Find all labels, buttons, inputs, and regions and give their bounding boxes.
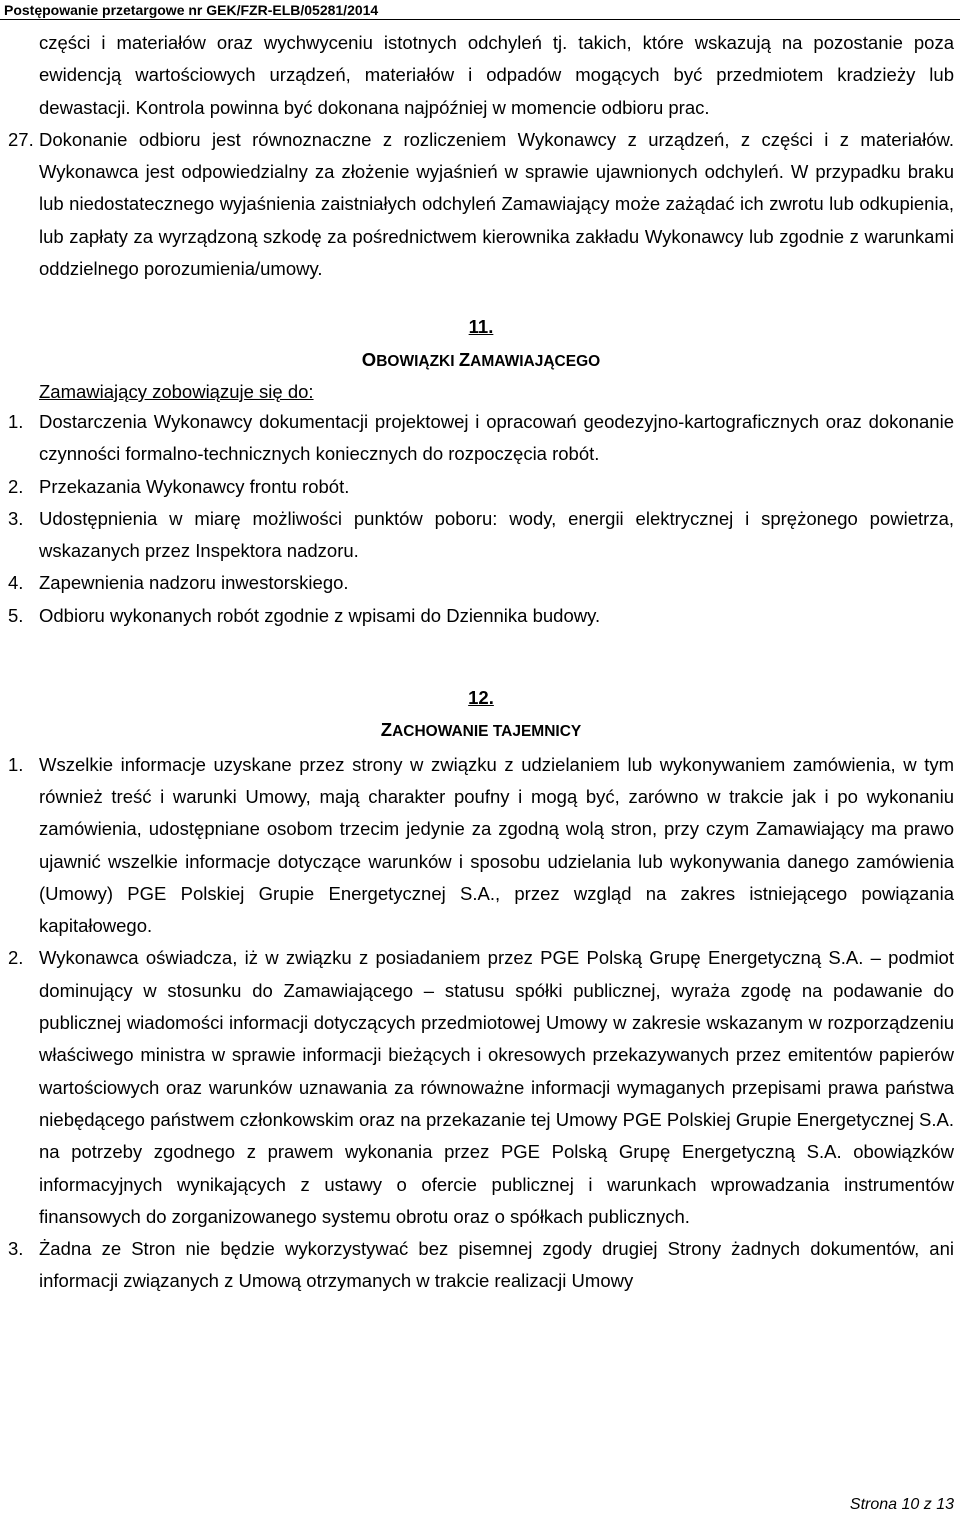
section-subheading: Zamawiający zobowiązuje się do: xyxy=(39,380,314,402)
item-number: 2. xyxy=(8,947,24,969)
list-item xyxy=(8,942,954,1233)
list-item xyxy=(8,567,954,599)
list-item xyxy=(8,1233,954,1298)
item-text: Żadna ze Stron nie będzie wykorzystywać bez pisemnej zgody drugiej Strony żadnych dokumentów, ani informacji związanych z Umową otrzymanych w trakcie realizacji Umowy xyxy=(39,1238,954,1292)
list-item xyxy=(8,471,954,503)
section-title: ZACHOWANIE TAJEMNICY xyxy=(380,719,582,741)
header-title: Postępowanie przetargowe nr GEK/FZR-ELB/05281/2014 xyxy=(4,2,379,18)
section-number: 12. xyxy=(468,687,494,709)
item-number: 2. xyxy=(8,475,24,497)
page-number: Strona 10 z 13 xyxy=(849,1496,954,1513)
item-text: Odbioru wykonanych robót zgodnie z wpisami do Dziennika budowy. xyxy=(39,604,601,626)
list-item xyxy=(8,503,954,568)
item-number: 27. xyxy=(8,128,34,150)
item-number: 1. xyxy=(8,753,24,775)
list-item xyxy=(8,600,954,632)
document-header xyxy=(0,0,960,20)
item-text: Zapewnienia nadzoru inwestorskiego. xyxy=(39,572,349,594)
item-number: 1. xyxy=(8,410,24,432)
item-text: Wykonawca oświadcza, iż w związku z posiadaniem przez PGE Polską Grupę Energetyczną S.A. – podmiot dominujący w stosunku do Zamawiającego – statusu spółki publicznej, wyraża zgodę na podawanie do publicznej wiadomości informacji dotyczących przedmiotowej Umowy w zakresie wskazanym w rozporządzeniu właściwego ministra w sprawie informacji bieżących i okresowych przekazywanych przez emitentów papierów wartościowych oraz warunków uznawania za równoważne informacji wymaganych przepisami prawa państwa niebędącego państwem członkowskim oraz na przekazanie tej Umowy PGE Polskiej Grupie Energetycznej S.A. na potrzeby zgodnego z prawem wykonania przez PGE Polską Grupę Energetyczną S.A. obowiązków informacyjnych wynikających z ustawy o ofercie publicznej i warunkach wprowadzania instrumentów finansowych do zorganizowanego systemu obrotu oraz o spółkach publicznych. xyxy=(39,947,954,1227)
list-item xyxy=(8,124,954,285)
list-item xyxy=(8,406,954,471)
section11-list xyxy=(8,406,954,632)
section-title: OBOWIĄZKI ZAMAWIAJĄCEGO xyxy=(361,348,601,370)
section-number: 11. xyxy=(468,316,494,338)
item-number: 3. xyxy=(8,1238,24,1260)
item-text: Przekazania Wykonawcy frontu robót. xyxy=(39,475,350,497)
section12-list xyxy=(8,749,954,1298)
item-number: 5. xyxy=(8,604,24,626)
list-item xyxy=(8,749,954,943)
intro-paragraph: części i materiałów oraz wychwyceniu istotnych odchyleń tj. takich, które wskazują na pozostanie poza ewidencją wartościowych urządzeń, materiałów i odpadów mogących być przedmiotem kradzieży lub dewastacji. Kontrola powinna być dokonana najpóźniej w momencie odbioru prac. xyxy=(39,32,954,118)
item-text: Udostępnienia w miarę możliwości punktów poboru: wody, energii elektrycznej i sprężonego powietrza, wskazanych przez Inspektora nadzoru. xyxy=(39,507,954,562)
item-text: Dokonanie odbioru jest równoznaczne z rozliczeniem Wykonawcy z urządzeń, z części i z materiałów. Wykonawca jest odpowiedzialny za złożenie wyjaśnień w sprawie ujawnionych odchyleń. W przypadku braku lub niedostatecznego wyjaśnienia zaistniałych odchyleń Zamawiający może zażądać ich zwrotu lub odkupienia, lub zapłaty za wyrządzoną szkodę za pośrednictwem kierownika zakładu Wykonawcy lub zgodnie z warunkami oddzielnego porozumienia/umowy. xyxy=(39,128,954,280)
item-number: 3. xyxy=(8,507,24,529)
document-body xyxy=(8,27,954,1298)
item-text: Dostarczenia Wykonawcy dokumentacji projektowej i opracowań geodezyjno-kartograficznych oraz dokonanie czynności formalno-technicznych koniecznych do rozpoczęcia robót. xyxy=(39,410,954,465)
item-text: Wszelkie informacje uzyskane przez strony w związku z udzielaniem lub wykonywaniem zamówienia, w tym również treść i warunki Umowy, mają charakter poufny i mogą być, zarówno w trakcie jak i po wykonaniu zamówienia, udostępniane osobom trzecim jedynie za zgodną wolą stron, przy czym Zamawiający ma prawo ujawnić wszelkie informacje dotyczące warunków i sposobu udzielania lub wykonywania danego zamówienia (Umowy) PGE Polskiej Grupie Energetycznej S.A., przez wzgląd na zakres istniejącego powiązania kapitałowego. xyxy=(39,753,954,937)
item-number: 4. xyxy=(8,572,24,594)
